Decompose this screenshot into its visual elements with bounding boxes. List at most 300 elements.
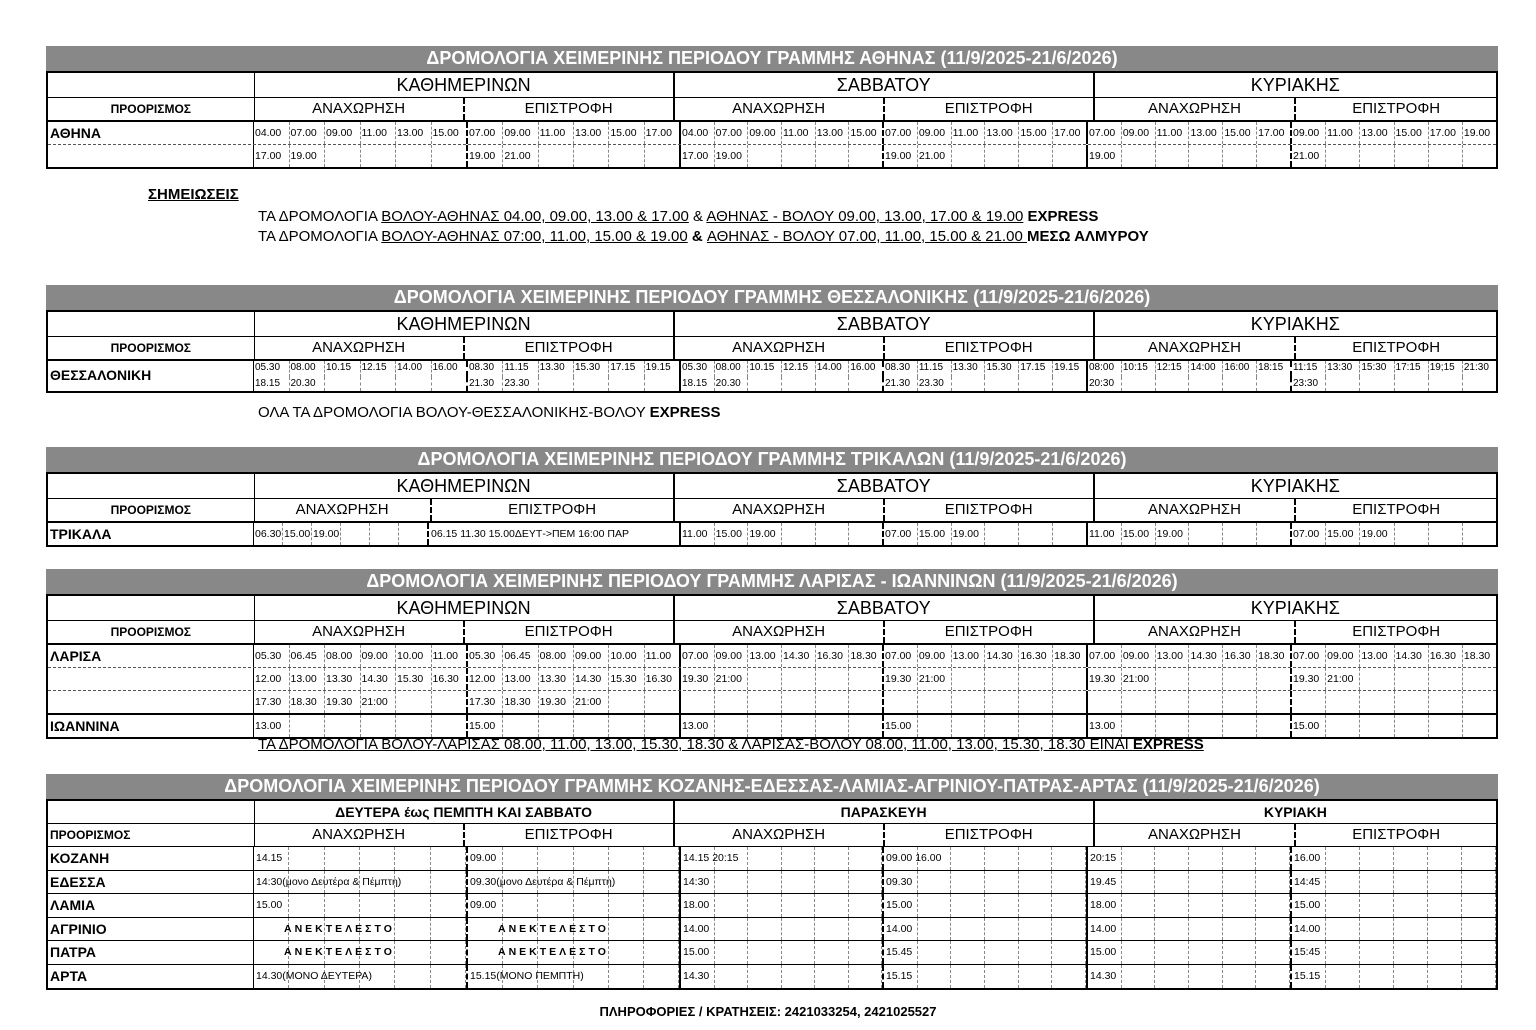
time-cell xyxy=(539,715,574,737)
departure-header: ΑΝΑΧΩΡΗΣΗ xyxy=(255,337,465,359)
time-cell: 23.30 xyxy=(918,377,952,391)
col-saturday: ΣΑΒΒΑΤΟΥ xyxy=(675,73,1095,97)
grid-cell xyxy=(1122,871,1156,894)
grid-cell xyxy=(1019,918,1053,941)
time-group xyxy=(1292,941,1496,964)
time-cell xyxy=(849,145,882,167)
grid-cell xyxy=(503,847,538,870)
time-cell xyxy=(985,715,1019,737)
time-group xyxy=(254,361,468,377)
grid-cell xyxy=(1122,965,1156,988)
time-cell: 09.00 xyxy=(918,122,952,144)
time-group xyxy=(681,965,884,988)
grid-cell xyxy=(715,894,749,917)
time-cell xyxy=(1019,377,1053,391)
time-cell: 21:00 xyxy=(715,668,749,690)
time-cell xyxy=(748,715,782,737)
grid-cell xyxy=(431,894,466,917)
time-cell: 19.00 xyxy=(468,145,503,167)
time-group xyxy=(1292,645,1496,667)
grid-cell xyxy=(1256,918,1290,941)
time-cell xyxy=(1429,377,1463,391)
grid-cell xyxy=(1189,965,1223,988)
table-row xyxy=(48,691,1496,715)
time-group xyxy=(254,145,468,167)
grid-cell xyxy=(1326,965,1360,988)
time-cell xyxy=(1019,668,1053,690)
note-text: & xyxy=(687,228,707,245)
time-group xyxy=(681,871,884,894)
grid-cell xyxy=(1394,965,1428,988)
table-row xyxy=(48,965,1496,988)
grid-cell xyxy=(918,871,952,894)
time-value: 15.15(ΜΟΝΟ ΠΕΜΠΤΗ) xyxy=(470,969,584,982)
time-cell: 17.30 xyxy=(468,691,503,713)
time-cell xyxy=(1223,715,1257,737)
table-row xyxy=(48,145,1496,167)
time-cell: 11.00 xyxy=(952,122,986,144)
time-cell: 12.15 xyxy=(361,361,397,377)
time-cell: 10.00 xyxy=(396,645,432,667)
time-cell: 12.00 xyxy=(254,668,290,690)
time-cell xyxy=(1395,377,1429,391)
time-cell: 15.00 xyxy=(1019,122,1053,144)
note-text: ΟΛΑ ΤΑ ΔΡΟΜΟΛΟΓΙΑ ΒΟΛΟΥ-ΘΕΣΣΑΛΟΝΙΚΗΣ-ΒΟΛΟΥ xyxy=(258,404,650,421)
grid-cell xyxy=(1360,965,1394,988)
time-cell xyxy=(1395,668,1429,690)
time-cell: 13.30 xyxy=(325,668,361,690)
time-cell xyxy=(782,145,816,167)
grid-cell xyxy=(1428,965,1462,988)
time-cell xyxy=(1326,377,1360,391)
time-cell: 13.00 xyxy=(290,668,326,690)
grid-cell xyxy=(1189,847,1223,870)
time-cell: 11:15 xyxy=(1292,361,1326,377)
time-cell: 23.30 xyxy=(503,377,538,391)
grid-cell xyxy=(849,847,883,870)
grid-cell xyxy=(985,847,1019,870)
time-cell: 20.30 xyxy=(715,377,749,391)
time-cell: 13.30 xyxy=(539,361,574,377)
time-cell: 16.00 xyxy=(850,362,876,373)
time-cell: 13.00 xyxy=(574,122,609,144)
time-cell: 16.30 xyxy=(1019,645,1053,667)
time-cell: 11.15 xyxy=(918,361,952,377)
time-cell: 16.30 xyxy=(432,673,459,685)
grid-cell xyxy=(609,894,644,917)
grid-cell xyxy=(644,871,679,894)
grid-cell xyxy=(748,871,782,894)
time-cell xyxy=(952,668,986,690)
grid-cell xyxy=(1155,965,1189,988)
note-text: ΒΟΛΟΥ-ΑΘΗΝΑΣ 04.00, 09.00, 13.00 & 17.00 xyxy=(381,208,689,225)
col-saturday: ΣΑΒΒΑΤΟΥ xyxy=(675,596,1095,620)
grid-cell xyxy=(431,871,466,894)
grid-cell xyxy=(431,918,466,941)
grid-cell xyxy=(815,965,849,988)
return-header: ΕΠΙΣΤΡΟΦΗ xyxy=(944,623,1033,640)
grid-cell xyxy=(951,871,985,894)
time-cell xyxy=(1189,523,1223,545)
grid-cell xyxy=(1462,941,1496,964)
grid-cell xyxy=(815,894,849,917)
time-cell: 13.30 xyxy=(539,668,574,690)
athens-note-express xyxy=(258,208,1098,225)
time-cell xyxy=(1053,145,1086,167)
grid-cell xyxy=(644,894,679,917)
grid-cell xyxy=(815,871,849,894)
note-text: ΜΕΣΩ ΑΛΜΥΡΟΥ xyxy=(1026,228,1149,245)
time-cell: 04.00 xyxy=(681,122,715,144)
grid-cell xyxy=(1428,871,1462,894)
time-cell: 16.00 xyxy=(432,362,458,373)
time-cell xyxy=(1326,715,1360,737)
time-cell: 16.30 xyxy=(816,645,850,667)
time-cell xyxy=(1360,145,1394,167)
departure-header: ΑΝΑΧΩΡΗΣΗ xyxy=(675,824,885,846)
time-group xyxy=(468,145,681,167)
time-cell: 19.00 xyxy=(1463,127,1491,139)
grid-cell xyxy=(395,847,430,870)
time-group xyxy=(681,122,884,144)
time-cell: 21.00 xyxy=(503,145,538,167)
grid-cell xyxy=(538,894,573,917)
grid-cell xyxy=(951,965,985,988)
table-row xyxy=(48,941,1496,965)
grid-cell xyxy=(1223,965,1257,988)
return-header: ΕΠΙΣΤΡΟΦΗ xyxy=(944,501,1033,518)
grid-cell xyxy=(503,894,538,917)
grid-cell xyxy=(1428,894,1462,917)
time-group xyxy=(468,847,681,870)
grid-cell xyxy=(1223,847,1257,870)
grid-cell xyxy=(609,918,644,941)
grid-cell xyxy=(951,941,985,964)
larisa-section xyxy=(46,569,1498,739)
time-cell: 14.30 xyxy=(1395,645,1429,667)
time-cell: 16.30 xyxy=(1429,645,1463,667)
time-cell: 10.15 xyxy=(325,361,361,377)
time-cell xyxy=(782,691,816,713)
return-header: ΕΠΙΣΤΡΟΦΗ xyxy=(944,826,1033,843)
grid-cell xyxy=(1394,847,1428,870)
time-cell: 21:00 xyxy=(574,691,609,713)
time-group xyxy=(1088,715,1292,737)
time-cell: 21.30 xyxy=(468,377,503,391)
table-row xyxy=(48,871,1496,895)
time-cell xyxy=(1257,691,1290,713)
time-cell: 11.00 xyxy=(645,650,672,662)
grid-cell xyxy=(325,894,360,917)
grid-cell xyxy=(1019,894,1053,917)
col-saturday: ΣΑΒΒΑΤΟΥ xyxy=(675,312,1095,336)
time-group xyxy=(254,377,468,391)
time-cell xyxy=(681,691,715,713)
destination-header: ΠΡΟΟΡΙΣΜΟΣ xyxy=(48,337,255,359)
time-cell xyxy=(361,145,397,167)
time-cell: 09.00 xyxy=(748,122,782,144)
time-cell: 08.00 xyxy=(539,645,574,667)
time-cell: 19.30 xyxy=(681,668,715,690)
time-group xyxy=(1292,523,1496,545)
time-cell: 05.30 xyxy=(468,645,503,667)
grid-cell xyxy=(715,965,749,988)
time-group xyxy=(1292,361,1496,377)
time-cell: 17.00 xyxy=(254,145,290,167)
time-cell xyxy=(1429,715,1463,737)
destination-name: ΑΡΤΑ xyxy=(48,965,254,988)
grid-cell xyxy=(715,871,749,894)
grid-cell xyxy=(918,894,952,917)
time-cell: 08.30 xyxy=(884,361,918,377)
grid-cell xyxy=(849,965,883,988)
time-group xyxy=(884,645,1088,667)
grid-cell xyxy=(1326,918,1360,941)
time-cell: 07.00 xyxy=(884,523,918,545)
departure-header: ΑΝΑΧΩΡΗΣΗ xyxy=(1095,621,1297,643)
time-group xyxy=(254,715,468,737)
larisa-title: ΔΡΟΜΟΛΟΓΙΑ ΧΕΙΜΕΡΙΝΗΣ ΠΕΡΙΟΔΟΥ ΓΡΑΜΜΗΣ ΛΑΡΙΣΑΣ - ΙΩΑΝΝΙΝΩΝ (11/9/2025-21/6/2026) xyxy=(46,569,1498,594)
grid-cell xyxy=(748,847,782,870)
grid-cell xyxy=(644,847,679,870)
time-cell: 19.00 xyxy=(312,523,341,545)
time-value: 09.30(μονο Δευτέρα & Πέμπτη) xyxy=(470,875,616,888)
return-header: ΕΠΙΣΤΡΟΦΗ xyxy=(524,623,613,640)
grid-cell xyxy=(782,965,816,988)
time-cell xyxy=(609,377,644,391)
time-cell: 14.30 xyxy=(574,668,609,690)
time-cell: 19.30 xyxy=(1088,668,1122,690)
table-row xyxy=(48,918,1496,942)
time-cell xyxy=(1463,691,1496,713)
time-cell xyxy=(1292,691,1326,713)
time-cell xyxy=(1088,691,1122,713)
grid-cell xyxy=(1189,871,1223,894)
grid-cell xyxy=(1155,847,1189,870)
return-header: ΕΠΙΣΤΡΟΦΗ xyxy=(524,100,613,117)
time-cell xyxy=(1156,715,1190,737)
time-group xyxy=(468,691,681,713)
time-value: 14.30 xyxy=(1090,969,1117,982)
time-cell: 21:00 xyxy=(1122,668,1156,690)
athens-note-almyros xyxy=(258,228,1149,245)
grid-cell xyxy=(782,894,816,917)
grid-cell xyxy=(538,847,573,870)
time-group xyxy=(1292,377,1496,391)
time-cell xyxy=(432,377,467,391)
time-cell: 10:15 xyxy=(1122,361,1156,377)
time-cell: 17.00 xyxy=(1429,122,1463,144)
note-text: ΒΟΛΟΥ-ΑΘΗΝΑΣ 07:00, 11.00, 15.00 & 19.00 xyxy=(381,228,688,245)
time-cell xyxy=(609,715,644,737)
larisa-note xyxy=(258,736,1204,753)
departure-header: ΑΝΑΧΩΡΗΣΗ xyxy=(255,98,465,120)
time-group xyxy=(681,645,884,667)
grid-cell xyxy=(1256,965,1290,988)
time-cell: 13.00 xyxy=(985,122,1019,144)
time-cell: 14.30 xyxy=(361,668,397,690)
time-cell xyxy=(1395,523,1429,545)
note-text: ΤΑ ΔΡΟΜΟΛΟΓΙΑ xyxy=(258,208,382,225)
time-cell xyxy=(645,377,679,391)
time-group xyxy=(884,871,1088,894)
time-cell xyxy=(361,715,397,737)
grid-cell xyxy=(1052,847,1086,870)
time-value: 09.00 xyxy=(470,852,497,864)
time-cell: 14.30 xyxy=(1189,645,1223,667)
time-cell: 11.00 xyxy=(1326,122,1360,144)
grid-cell xyxy=(1326,871,1360,894)
return-header: ΕΠΙΣΤΡΟΦΗ xyxy=(944,339,1033,356)
time-group xyxy=(1088,377,1292,391)
grid-cell xyxy=(1394,894,1428,917)
return-header: ΕΠΙΣΤΡΟΦΗ xyxy=(944,100,1033,117)
grid-cell xyxy=(782,918,816,941)
time-cell: 15.00 xyxy=(283,523,312,545)
time-cell: 13.00 xyxy=(816,122,850,144)
time-group xyxy=(468,894,681,917)
time-cell: 17:15 xyxy=(1395,361,1429,377)
time-value: 14:30(μονο Δευτέρα & Πέμπτη) xyxy=(256,875,402,888)
grid-cell xyxy=(609,965,644,988)
grid-cell xyxy=(1394,871,1428,894)
time-cell xyxy=(432,145,467,167)
time-cell xyxy=(325,715,361,737)
time-cell: 14.30 xyxy=(985,645,1019,667)
grid-cell xyxy=(715,918,749,941)
time-group xyxy=(1292,668,1496,690)
destination-name: ΛΑΜΙΑ xyxy=(48,894,254,917)
time-group xyxy=(884,145,1088,167)
time-cell: 10.15 xyxy=(748,361,782,377)
time-cell xyxy=(396,691,432,713)
time-value: 15.00 xyxy=(1090,946,1117,959)
time-cell: 15.30 xyxy=(985,361,1019,377)
time-cell: 19.30 xyxy=(884,668,918,690)
time-cell: 20.30 xyxy=(290,377,326,391)
time-group xyxy=(1088,847,1292,870)
notes-title: ΣΗΜΕΙΩΣΕΙΣ xyxy=(148,186,239,203)
time-cell: 11.00 xyxy=(539,122,574,144)
time-cell: 21.00 xyxy=(1292,145,1326,167)
grid-cell xyxy=(1052,894,1086,917)
time-cell xyxy=(816,377,850,391)
time-cell xyxy=(985,691,1019,713)
time-group xyxy=(1292,122,1496,144)
time-cell: 08:00 xyxy=(1088,361,1122,377)
time-cell: 16:00 xyxy=(1223,361,1257,377)
time-group xyxy=(884,691,1088,713)
grid-cell xyxy=(748,941,782,964)
time-value: 15.45 xyxy=(886,946,913,959)
time-cell: 11.15 xyxy=(503,361,538,377)
time-value: 14:45 xyxy=(1294,875,1321,888)
thessaloniki-section xyxy=(46,285,1498,393)
grid-cell xyxy=(1189,941,1223,964)
time-group xyxy=(254,691,468,713)
time-cell: 04.00 xyxy=(254,122,290,144)
time-cell: 10.00 xyxy=(609,645,644,667)
time-cell: 11.00 xyxy=(681,523,715,545)
time-cell: 21.30 xyxy=(884,377,918,391)
time-cell xyxy=(1429,691,1463,713)
time-group xyxy=(468,668,681,690)
grid-cell xyxy=(360,847,395,870)
time-group xyxy=(1088,918,1292,941)
time-group xyxy=(884,523,1088,545)
note-text: & xyxy=(688,208,707,225)
time-cell xyxy=(1189,377,1223,391)
time-group xyxy=(468,965,681,988)
grid-cell xyxy=(644,941,679,964)
time-cell: 08.00 xyxy=(290,361,326,377)
time-cell xyxy=(1019,691,1053,713)
time-cell xyxy=(1019,523,1053,545)
time-cell xyxy=(748,691,782,713)
time-cell: 12:15 xyxy=(1156,361,1190,377)
time-cell: 15.00 xyxy=(715,523,749,545)
grid-cell xyxy=(1122,847,1156,870)
time-cell xyxy=(1223,668,1257,690)
time-cell xyxy=(1257,523,1290,545)
time-cell: 09.00 xyxy=(361,645,397,667)
time-cell: 07.00 xyxy=(1292,645,1326,667)
note-text: ΑΘΗΝΑΣ - ΒΟΛΟΥ 07.00, 11.00, 15.00 & 21.00 xyxy=(706,228,1027,245)
grid-cell xyxy=(395,965,430,988)
time-cell xyxy=(1122,691,1156,713)
time-cell xyxy=(574,715,609,737)
grid-cell xyxy=(1428,847,1462,870)
time-group xyxy=(1292,691,1496,713)
col-sunday: ΚΥΡΙΑΚΗΣ xyxy=(1250,476,1340,496)
time-cell xyxy=(1189,668,1223,690)
grid-cell xyxy=(748,918,782,941)
time-group xyxy=(1292,965,1496,988)
destination-header: ΠΡΟΟΡΙΣΜΟΣ xyxy=(48,621,255,643)
return-header: ΕΠΙΣΤΡΟΦΗ xyxy=(1352,623,1441,640)
time-group xyxy=(681,941,884,964)
time-cell xyxy=(715,715,749,737)
time-cell: 07.00 xyxy=(884,122,918,144)
grid-cell xyxy=(1189,894,1223,917)
destination-name: ΑΘΗΝΑ xyxy=(48,122,254,144)
time-cell xyxy=(1463,715,1496,737)
grid-cell xyxy=(985,965,1019,988)
time-cell xyxy=(985,668,1019,690)
time-cell: 17.00 xyxy=(1054,127,1081,139)
time-group xyxy=(254,941,468,964)
time-cell: 07.00 xyxy=(715,122,749,144)
time-cell: 13.00 xyxy=(254,715,290,737)
time-cell: 18.30 xyxy=(850,650,877,662)
grid-cell xyxy=(1019,871,1053,894)
time-cell: 15.00 xyxy=(1326,523,1360,545)
time-cell xyxy=(503,715,538,737)
time-cell xyxy=(952,715,986,737)
destination-name: ΑΓΡΙΝΙΟ xyxy=(48,918,254,941)
time-cell: 13.00 xyxy=(1088,715,1122,737)
time-cell xyxy=(1257,668,1290,690)
time-group xyxy=(1088,941,1292,964)
time-value: 14.30(ΜΟΝΟ ΔΕΥΤΕΡΑ) xyxy=(256,969,372,982)
departure-header: ΑΝΑΧΩΡΗΣΗ xyxy=(1095,98,1297,120)
time-cell: 15.00 xyxy=(884,715,918,737)
time-cell xyxy=(1019,145,1053,167)
time-cell: 17.00 xyxy=(1258,127,1285,139)
time-group xyxy=(1088,645,1292,667)
time-cell: 13.00 xyxy=(681,715,715,737)
time-cell: 19.00 xyxy=(1156,523,1190,545)
